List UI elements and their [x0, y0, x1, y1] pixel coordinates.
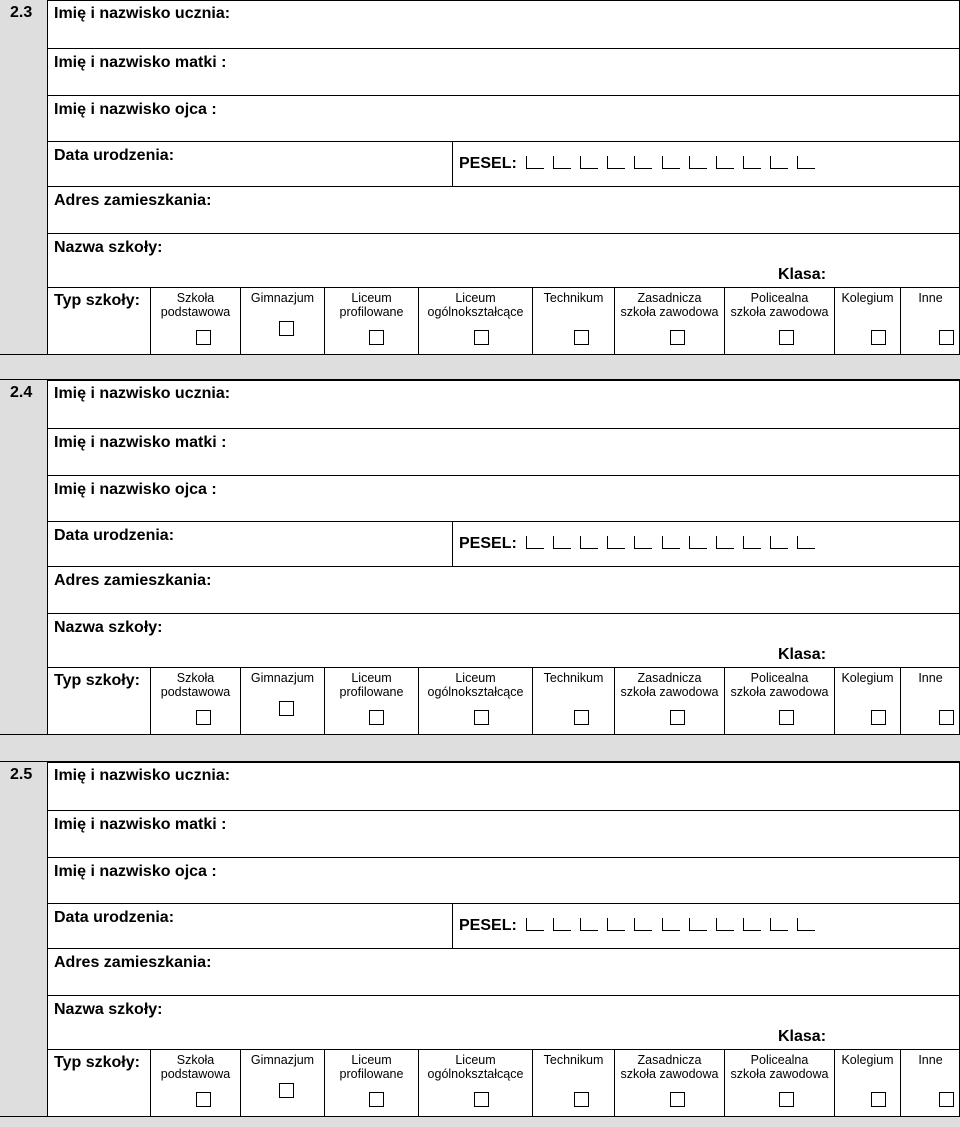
- option-line-1: Inne: [918, 671, 943, 685]
- school-type-option-label: [325, 671, 418, 699]
- option-line-2: szkoła zawodowa: [730, 1067, 829, 1081]
- school-type-checkbox[interactable]: [939, 1092, 954, 1107]
- school-type-option-label: [419, 1053, 532, 1081]
- student-name-label: Imię i nazwisko ucznia:: [54, 385, 231, 402]
- school-type-checkbox[interactable]: [196, 1092, 211, 1107]
- school-name-field[interactable]: [48, 995, 959, 1045]
- pesel-digit-box[interactable]: [580, 536, 598, 549]
- option-line-1: Inne: [918, 1053, 943, 1067]
- dob-field[interactable]: [48, 141, 959, 186]
- school-type-checkbox[interactable]: [871, 710, 886, 725]
- option-line-2: profilowane: [339, 1067, 404, 1081]
- section-separator: [0, 1116, 960, 1127]
- option-line-1: Liceum: [351, 671, 392, 685]
- school-type-checkbox[interactable]: [369, 330, 384, 345]
- option-line-1: Gimnazjum: [250, 291, 315, 305]
- school-type-checkbox[interactable]: [369, 710, 384, 725]
- pesel-label: PESEL:: [459, 535, 517, 552]
- option-line-1: Technikum: [543, 291, 604, 305]
- option-line-1: Policealna: [750, 291, 809, 305]
- option-line-2: szkoła zawodowa: [730, 305, 829, 319]
- school-type-label: Typ szkoły:: [54, 1054, 140, 1071]
- klasa-label: Klasa:: [778, 646, 827, 663]
- school-type-option-label: [151, 291, 240, 319]
- mother-name-label: Imię i nazwisko matki :: [54, 816, 227, 833]
- pesel-digit-box[interactable]: [689, 918, 707, 931]
- mother-name-label: Imię i nazwisko matki :: [54, 434, 227, 451]
- pesel-digit-box[interactable]: [716, 156, 734, 169]
- option-line-2: podstawowa: [160, 1067, 231, 1081]
- school-type-option: [834, 668, 900, 734]
- pesel-digit-box[interactable]: [797, 536, 815, 549]
- option-line-2: szkoła zawodowa: [620, 685, 719, 699]
- school-type-checkbox[interactable]: [196, 330, 211, 345]
- school-type-checkbox[interactable]: [574, 710, 589, 725]
- option-line-1: Policealna: [750, 1053, 809, 1067]
- option-line-2: ogólnokształcące: [427, 685, 524, 699]
- school-type-checkbox[interactable]: [474, 710, 489, 725]
- pesel-digit-box[interactable]: [553, 918, 571, 931]
- pesel-digit-box[interactable]: [797, 156, 815, 169]
- school-type-option: [324, 288, 418, 354]
- pesel-digit-box[interactable]: [770, 156, 788, 169]
- school-type-option-label: [615, 671, 724, 699]
- mother-name-field[interactable]: [48, 428, 959, 475]
- school-name-label: Nazwa szkoły:: [54, 1001, 163, 1018]
- address-field[interactable]: [48, 948, 959, 995]
- pesel-label: PESEL:: [459, 155, 517, 172]
- school-type-option-label: [835, 671, 900, 685]
- option-line-2: profilowane: [339, 685, 404, 699]
- pesel-digit-box[interactable]: [553, 536, 571, 549]
- school-type-checkbox[interactable]: [369, 1092, 384, 1107]
- school-type-option-label: [725, 291, 834, 319]
- school-type-option: [418, 1050, 532, 1116]
- school-type-option: [532, 288, 614, 354]
- option-line-2: szkoła zawodowa: [620, 1067, 719, 1081]
- option-line-1: Technikum: [543, 671, 604, 685]
- father-name-field[interactable]: [48, 475, 959, 521]
- pesel-digit-box[interactable]: [634, 156, 652, 169]
- school-type-option: [724, 668, 834, 734]
- school-type-option-label: [533, 291, 614, 305]
- pesel-digit-box[interactable]: [662, 918, 680, 931]
- pesel-digit-box[interactable]: [662, 156, 680, 169]
- option-line-1: Technikum: [543, 1053, 604, 1067]
- option-line-2: profilowane: [339, 305, 404, 319]
- student-name-field[interactable]: [48, 0, 959, 48]
- address-field[interactable]: [48, 566, 959, 613]
- dob-field[interactable]: [48, 903, 959, 948]
- dob-field[interactable]: [48, 521, 959, 566]
- option-line-1: Szkoła: [176, 291, 215, 305]
- dob-label: Data urodzenia:: [54, 909, 175, 926]
- school-type-option-label: [533, 671, 614, 685]
- address-label: Adres zamieszkania:: [54, 954, 212, 971]
- school-type-option: [532, 1050, 614, 1116]
- student-name-field[interactable]: [48, 380, 959, 428]
- option-line-1: Szkoła: [176, 1053, 215, 1067]
- school-type-checkbox[interactable]: [670, 710, 685, 725]
- school-type-checkbox[interactable]: [279, 321, 294, 336]
- pesel-digit-box[interactable]: [607, 536, 625, 549]
- school-type-option: [900, 1050, 960, 1116]
- school-type-label: Typ szkoły:: [54, 292, 140, 309]
- pesel-field[interactable]: [452, 522, 517, 566]
- school-type-checkbox[interactable]: [939, 710, 954, 725]
- dob-label: Data urodzenia:: [54, 147, 175, 164]
- option-line-1: Policealna: [750, 671, 809, 685]
- school-type-option-label: [725, 1053, 834, 1081]
- school-type-option-label: [901, 671, 960, 685]
- pesel-digit-box[interactable]: [743, 156, 761, 169]
- school-type-option: [834, 288, 900, 354]
- school-type-option: [614, 668, 724, 734]
- school-type-option: [614, 1050, 724, 1116]
- option-line-2: ogólnokształcące: [427, 1067, 524, 1081]
- school-type-option: [240, 668, 324, 734]
- option-line-1: Kolegium: [841, 291, 894, 305]
- school-type-checkbox[interactable]: [279, 1083, 294, 1098]
- school-type-option: [418, 668, 532, 734]
- option-line-2: ogólnokształcące: [427, 305, 524, 319]
- father-name-field[interactable]: [48, 95, 959, 141]
- school-type-option-label: [241, 671, 324, 685]
- school-type-option-label: [901, 291, 960, 305]
- school-type-checkbox[interactable]: [779, 1092, 794, 1107]
- option-line-2: podstawowa: [160, 305, 231, 319]
- school-type-option-label: [419, 291, 532, 319]
- school-type-option: [724, 288, 834, 354]
- school-type-option: [240, 288, 324, 354]
- address-field[interactable]: [48, 186, 959, 233]
- section-separator: [0, 354, 960, 380]
- pesel-field[interactable]: [452, 142, 517, 186]
- option-line-1: Liceum: [455, 671, 496, 685]
- student-section: [0, 380, 960, 734]
- student-name-field[interactable]: [48, 762, 959, 810]
- address-label: Adres zamieszkania:: [54, 572, 212, 589]
- section-margin: [0, 0, 48, 354]
- school-name-label: Nazwa szkoły:: [54, 239, 163, 256]
- pesel-digit-box[interactable]: [797, 918, 815, 931]
- option-line-1: Kolegium: [841, 671, 894, 685]
- option-line-1: Kolegium: [841, 1053, 894, 1067]
- section-number: 2.5: [10, 766, 33, 783]
- pesel-digit-box[interactable]: [580, 918, 598, 931]
- school-type-checkbox[interactable]: [574, 1092, 589, 1107]
- option-line-2: podstawowa: [160, 685, 231, 699]
- school-type-option: [724, 1050, 834, 1116]
- school-type-option-label: [835, 1053, 900, 1067]
- student-section: [0, 0, 960, 354]
- section-number: 2.4: [10, 384, 33, 401]
- school-type-option-label: [615, 1053, 724, 1081]
- address-label: Adres zamieszkania:: [54, 192, 212, 209]
- school-type-row: [48, 1049, 959, 1116]
- option-line-1: Zasadnicza: [637, 671, 702, 685]
- school-type-checkbox[interactable]: [574, 330, 589, 345]
- option-line-1: Szkoła: [176, 671, 215, 685]
- dob-label: Data urodzenia:: [54, 527, 175, 544]
- option-line-1: Gimnazjum: [250, 671, 315, 685]
- school-type-option: [150, 1050, 240, 1116]
- pesel-digit-box[interactable]: [607, 918, 625, 931]
- pesel-digit-box[interactable]: [526, 156, 544, 169]
- school-type-checkbox[interactable]: [670, 330, 685, 345]
- school-type-row: [48, 287, 959, 354]
- pesel-digit-box[interactable]: [607, 156, 625, 169]
- student-section: [0, 762, 960, 1116]
- pesel-field[interactable]: [452, 904, 517, 948]
- mother-name-field[interactable]: [48, 810, 959, 857]
- school-type-checkbox[interactable]: [196, 710, 211, 725]
- school-type-option-label: [241, 291, 324, 305]
- school-type-option-label: [241, 1053, 324, 1067]
- klasa-label: Klasa:: [778, 266, 827, 283]
- school-type-option-label: [325, 1053, 418, 1081]
- school-type-option-label: [151, 671, 240, 699]
- pesel-label: PESEL:: [459, 917, 517, 934]
- school-type-checkbox[interactable]: [871, 330, 886, 345]
- school-type-option: [240, 1050, 324, 1116]
- school-type-option: [324, 668, 418, 734]
- pesel-digit-box[interactable]: [716, 918, 734, 931]
- mother-name-label: Imię i nazwisko matki :: [54, 54, 227, 71]
- school-name-field[interactable]: [48, 613, 959, 663]
- klasa-label: Klasa:: [778, 1028, 827, 1045]
- school-type-checkbox[interactable]: [474, 1092, 489, 1107]
- school-type-row: [48, 667, 959, 734]
- student-name-label: Imię i nazwisko ucznia:: [54, 5, 231, 22]
- pesel-digit-box[interactable]: [634, 918, 652, 931]
- pesel-digit-box[interactable]: [716, 536, 734, 549]
- option-line-1: Liceum: [455, 1053, 496, 1067]
- school-type-option-label: [419, 671, 532, 699]
- school-type-option: [150, 288, 240, 354]
- pesel-digit-box[interactable]: [553, 156, 571, 169]
- option-line-1: Zasadnicza: [637, 291, 702, 305]
- school-name-label: Nazwa szkoły:: [54, 619, 163, 636]
- school-type-checkbox[interactable]: [670, 1092, 685, 1107]
- option-line-1: Zasadnicza: [637, 1053, 702, 1067]
- option-line-1: Inne: [918, 291, 943, 305]
- school-type-option-label: [725, 671, 834, 699]
- pesel-digit-box[interactable]: [689, 536, 707, 549]
- school-type-option-label: [325, 291, 418, 319]
- option-line-1: Gimnazjum: [250, 1053, 315, 1067]
- pesel-digit-box[interactable]: [526, 918, 544, 931]
- school-type-option: [900, 288, 960, 354]
- school-type-option-label: [533, 1053, 614, 1067]
- father-name-label: Imię i nazwisko ojca :: [54, 101, 217, 118]
- option-line-1: Liceum: [455, 291, 496, 305]
- school-type-checkbox[interactable]: [474, 330, 489, 345]
- school-type-option-label: [151, 1053, 240, 1081]
- pesel-digit-box[interactable]: [743, 536, 761, 549]
- option-line-2: szkoła zawodowa: [620, 305, 719, 319]
- pesel-digit-box[interactable]: [526, 536, 544, 549]
- pesel-digit-box[interactable]: [580, 156, 598, 169]
- school-type-checkbox[interactable]: [939, 330, 954, 345]
- section-margin: [0, 762, 48, 1116]
- option-line-1: Liceum: [351, 291, 392, 305]
- school-type-option: [614, 288, 724, 354]
- father-name-field[interactable]: [48, 857, 959, 903]
- school-type-checkbox[interactable]: [779, 330, 794, 345]
- school-type-option: [900, 668, 960, 734]
- school-type-label: Typ szkoły:: [54, 672, 140, 689]
- school-type-option: [150, 668, 240, 734]
- school-type-option-label: [615, 291, 724, 319]
- option-line-2: szkoła zawodowa: [730, 685, 829, 699]
- pesel-digit-box[interactable]: [743, 918, 761, 931]
- school-type-option: [532, 668, 614, 734]
- section-number: 2.3: [10, 4, 33, 21]
- school-type-option-label: [835, 291, 900, 305]
- option-line-1: Liceum: [351, 1053, 392, 1067]
- school-type-option: [324, 1050, 418, 1116]
- section-margin: [0, 380, 48, 734]
- school-type-checkbox[interactable]: [871, 1092, 886, 1107]
- school-type-checkbox[interactable]: [779, 710, 794, 725]
- student-name-label: Imię i nazwisko ucznia:: [54, 767, 231, 784]
- school-type-option-label: [901, 1053, 960, 1067]
- father-name-label: Imię i nazwisko ojca :: [54, 481, 217, 498]
- pesel-digit-box[interactable]: [689, 156, 707, 169]
- father-name-label: Imię i nazwisko ojca :: [54, 863, 217, 880]
- school-type-option: [834, 1050, 900, 1116]
- pesel-digit-box[interactable]: [770, 536, 788, 549]
- pesel-digit-box[interactable]: [634, 536, 652, 549]
- school-type-checkbox[interactable]: [279, 701, 294, 716]
- section-separator: [0, 734, 960, 762]
- pesel-digit-box[interactable]: [662, 536, 680, 549]
- school-name-field[interactable]: [48, 233, 959, 283]
- school-type-option: [418, 288, 532, 354]
- pesel-digit-box[interactable]: [770, 918, 788, 931]
- mother-name-field[interactable]: [48, 48, 959, 95]
